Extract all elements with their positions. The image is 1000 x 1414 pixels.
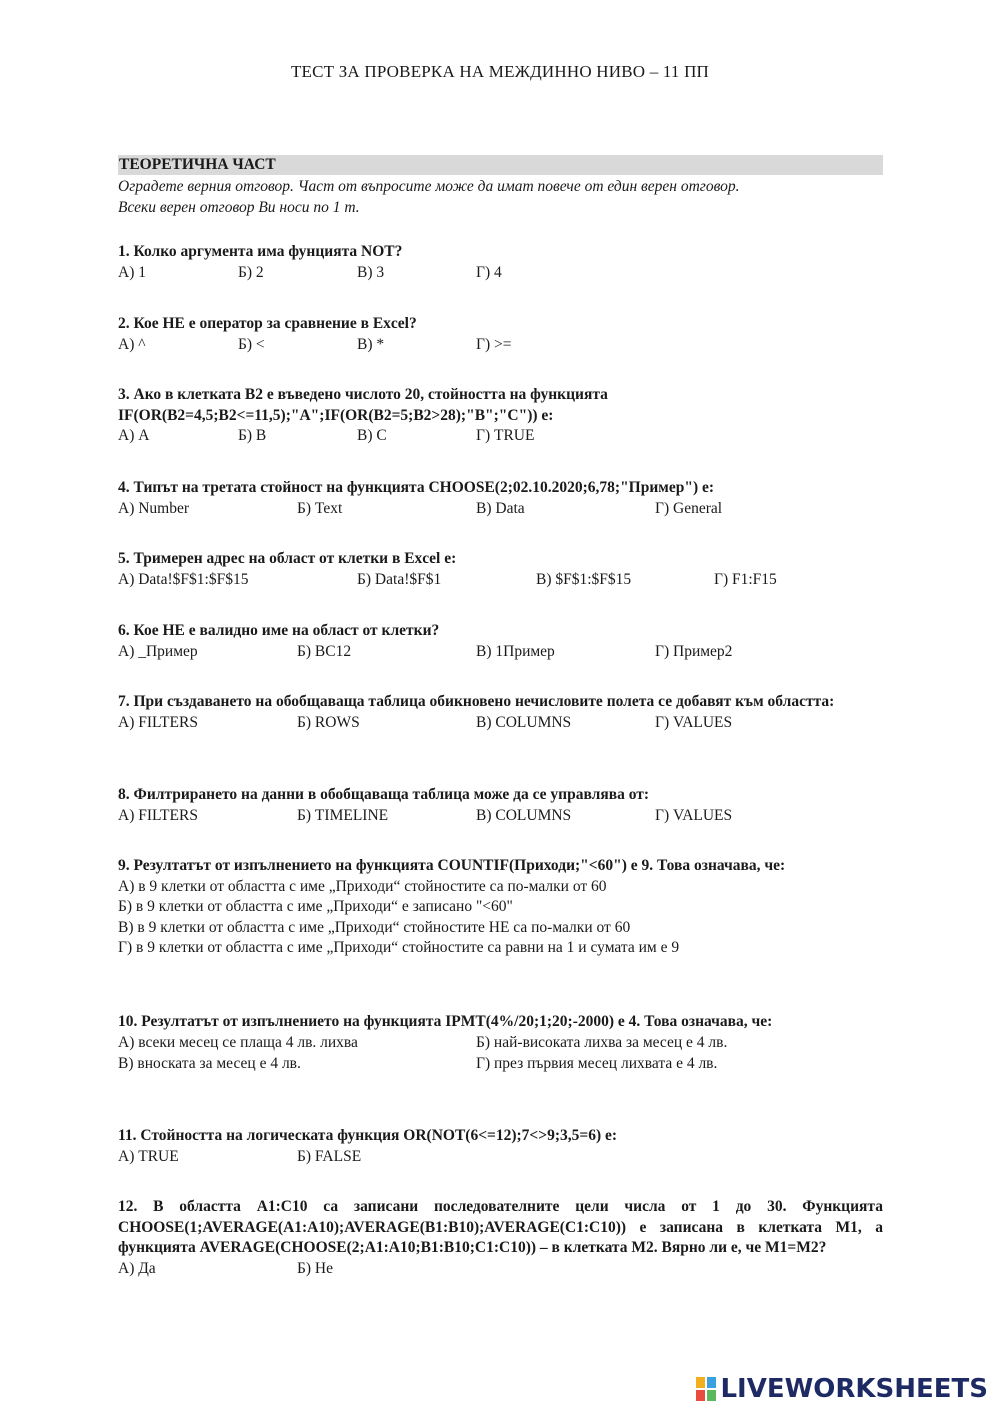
option-b[interactable]: Б) в 9 клетки от областта с име „Приходи“ е записано "<60" (118, 898, 513, 915)
option-c[interactable]: В) * (357, 335, 385, 353)
question-text: 4. Типът на третата стойност на функцията CHOOSE(2;02.10.2020;6,78;"Пример") е: (118, 479, 715, 496)
question-4 (118, 478, 883, 520)
answer-options (118, 335, 883, 356)
answer-options-row-2 (118, 1054, 883, 1075)
option-d[interactable]: Г) >= (476, 335, 512, 353)
answer-options (118, 426, 883, 447)
option-a[interactable]: А) Data!$F$1:$F$15 (118, 570, 249, 588)
option-b[interactable]: Б) < (238, 335, 265, 353)
option-a[interactable]: А) FILTERS (118, 713, 198, 731)
question-text: 8. Филтрирането на данни в обобщаваща таблица може да се управлява от: (118, 786, 650, 803)
option-a[interactable]: А) ^ (118, 335, 146, 353)
answer-options (118, 713, 883, 734)
instructions-line-1: Оградете верния отговор. Част от въпросите може да имат повече от един верен отговор. (118, 178, 740, 195)
option-c[interactable]: В) С (357, 427, 387, 444)
option-c[interactable]: В) $F$1:$F$15 (536, 570, 632, 588)
answer-options (118, 806, 883, 827)
page-title: ТЕСТ ЗА ПРОВЕРКА НА МЕЖДИННО НИВО – 11 ПП (290, 62, 710, 81)
instructions-line-2: Всеки верен отговор Ви носи по 1 т. (118, 199, 360, 216)
option-c[interactable]: В) 3 (357, 263, 385, 281)
logo-square-2 (707, 1377, 716, 1388)
option-d[interactable]: Г) в 9 клетки от областта с име „Приходи“ стойностите са равни на 1 и сумата им е 9 (118, 939, 680, 956)
option-c[interactable]: В) в 9 клетки от областта с име „Приходи“ стойностите НЕ са по-малки от 60 (118, 918, 631, 936)
question-2 (118, 314, 883, 356)
answer-options (118, 570, 883, 591)
option-b[interactable]: Б) FALSE (297, 1147, 362, 1165)
option-a[interactable]: А) Да (118, 1259, 156, 1277)
logo-square-1 (696, 1377, 705, 1388)
option-b[interactable]: Б) Data!$F$1 (357, 570, 442, 588)
question-12 (118, 1197, 883, 1280)
question-text: 1. Колко аргумента има фунцията NOT? (118, 243, 403, 260)
logo-mark-icon (696, 1377, 716, 1401)
option-b[interactable]: Б) Text (297, 499, 343, 517)
question-text: 5. Тримерен адрес на област от клетки в Excel е: (118, 550, 457, 567)
option-b[interactable]: Б) В (238, 427, 267, 444)
option-a[interactable]: А) 1 (118, 263, 146, 281)
option-d[interactable]: Г) General (655, 499, 723, 517)
option-b[interactable]: Б) Не (297, 1259, 334, 1277)
option-d[interactable]: Г) TRUE (476, 427, 535, 444)
logo-text: LIVEWORKSHEETS (720, 1374, 988, 1404)
question-3 (118, 385, 883, 447)
question-7 (118, 692, 883, 734)
option-a[interactable]: А) А (118, 427, 150, 444)
option-d[interactable]: Г) 4 (476, 263, 502, 281)
question-11 (118, 1126, 883, 1168)
option-a[interactable]: А) _Пример (118, 642, 198, 660)
option-c[interactable]: В) 1Пример (476, 642, 555, 660)
question-text: 2. Кое НЕ е оператор за сравнение в Excel? (118, 315, 417, 332)
option-a[interactable]: А) всеки месец се плаща 4 лв. лихва (118, 1033, 358, 1051)
instructions (118, 176, 883, 218)
option-b[interactable]: Б) TIMELINE (297, 806, 389, 824)
option-c[interactable]: В) вноската за месец е 4 лв. (118, 1054, 301, 1072)
answer-options (118, 642, 883, 663)
option-b[interactable]: Б) ROWS (297, 713, 360, 731)
option-d[interactable]: Г) през първия месец лихвата е 4 лв. (476, 1054, 718, 1072)
question-text: 7. При създаването на обобщаваща таблица обикновено нечисловите полета се добавят към областта: (118, 693, 835, 710)
answer-options (118, 1147, 883, 1168)
option-c[interactable]: В) COLUMNS (476, 806, 572, 824)
option-d[interactable]: Г) F1:F15 (714, 570, 777, 588)
option-c[interactable]: В) Data (476, 499, 525, 517)
answer-options-row-1 (118, 1033, 883, 1054)
question-9 (118, 856, 883, 959)
option-d[interactable]: Г) VALUES (655, 806, 733, 824)
option-a[interactable]: А) FILTERS (118, 806, 198, 824)
question-text: 12. В областта A1:C10 са записани последователните цели числа от 1 до 30. Функцията CHOOSE(1;AVERAGE(A1:A10);AVERAGE(B1:B10);AVERAGE(C1:C10)) е записана в клетката M1, а функцията AVERAGE(CHOOSE(2;A1:A10;B1:B10;C1:C10)) – в клетката M2. Вярно ли е, че M1=M2? (118, 1198, 883, 1256)
question-text-line-2: IF(OR(B2=4,5;B2<=11,5);"A";IF(OR(B2=5;B2>28);"B";"C")) е: (118, 406, 554, 424)
option-d[interactable]: Г) VALUES (655, 713, 733, 731)
answer-options (118, 1259, 883, 1280)
answer-options (118, 499, 883, 520)
option-b[interactable]: Б) 2 (238, 263, 264, 281)
question-text: 11. Стойността на логическата функция OR(NOT(6<=12);7<>9;3,5=6) е: (118, 1127, 618, 1144)
option-b[interactable]: Б) най-високата лихва за месец е 4 лв. (476, 1033, 728, 1051)
question-text: 9. Резултатът от изпълнението на функцията COUNTIF(Приходи;"<60") е 9. Това означава, че: (118, 857, 786, 874)
question-text-line-1: 3. Ако в клетката B2 е въведено числото 20, стойността на функцията (118, 386, 608, 403)
question-6 (118, 621, 883, 663)
question-text: 10. Резултатът от изпълнението на функцията IPMT(4%/20;1;20;-2000) е 4. Това означава, че: (118, 1013, 773, 1030)
option-c[interactable]: В) COLUMNS (476, 713, 572, 731)
option-d[interactable]: Г) Пример2 (655, 642, 733, 660)
question-8 (118, 785, 883, 827)
section-heading: ТЕОРЕТИЧНА ЧАСТ (118, 155, 883, 175)
option-b[interactable]: Б) ВС12 (297, 642, 352, 660)
option-a[interactable]: А) Number (118, 499, 190, 517)
option-a[interactable]: А) TRUE (118, 1147, 179, 1165)
logo-square-3 (696, 1390, 705, 1401)
liveworksheets-logo[interactable] (696, 1374, 988, 1404)
question-1 (118, 242, 883, 284)
question-text: 6. Кое НЕ е валидно име на област от клетки? (118, 622, 440, 639)
answer-options (118, 263, 883, 284)
question-5 (118, 549, 883, 591)
option-a[interactable]: А) в 9 клетки от областта с име „Приходи“ стойностите са по-малки от 60 (118, 877, 607, 895)
logo-square-4 (707, 1390, 716, 1401)
question-10 (118, 1012, 883, 1075)
